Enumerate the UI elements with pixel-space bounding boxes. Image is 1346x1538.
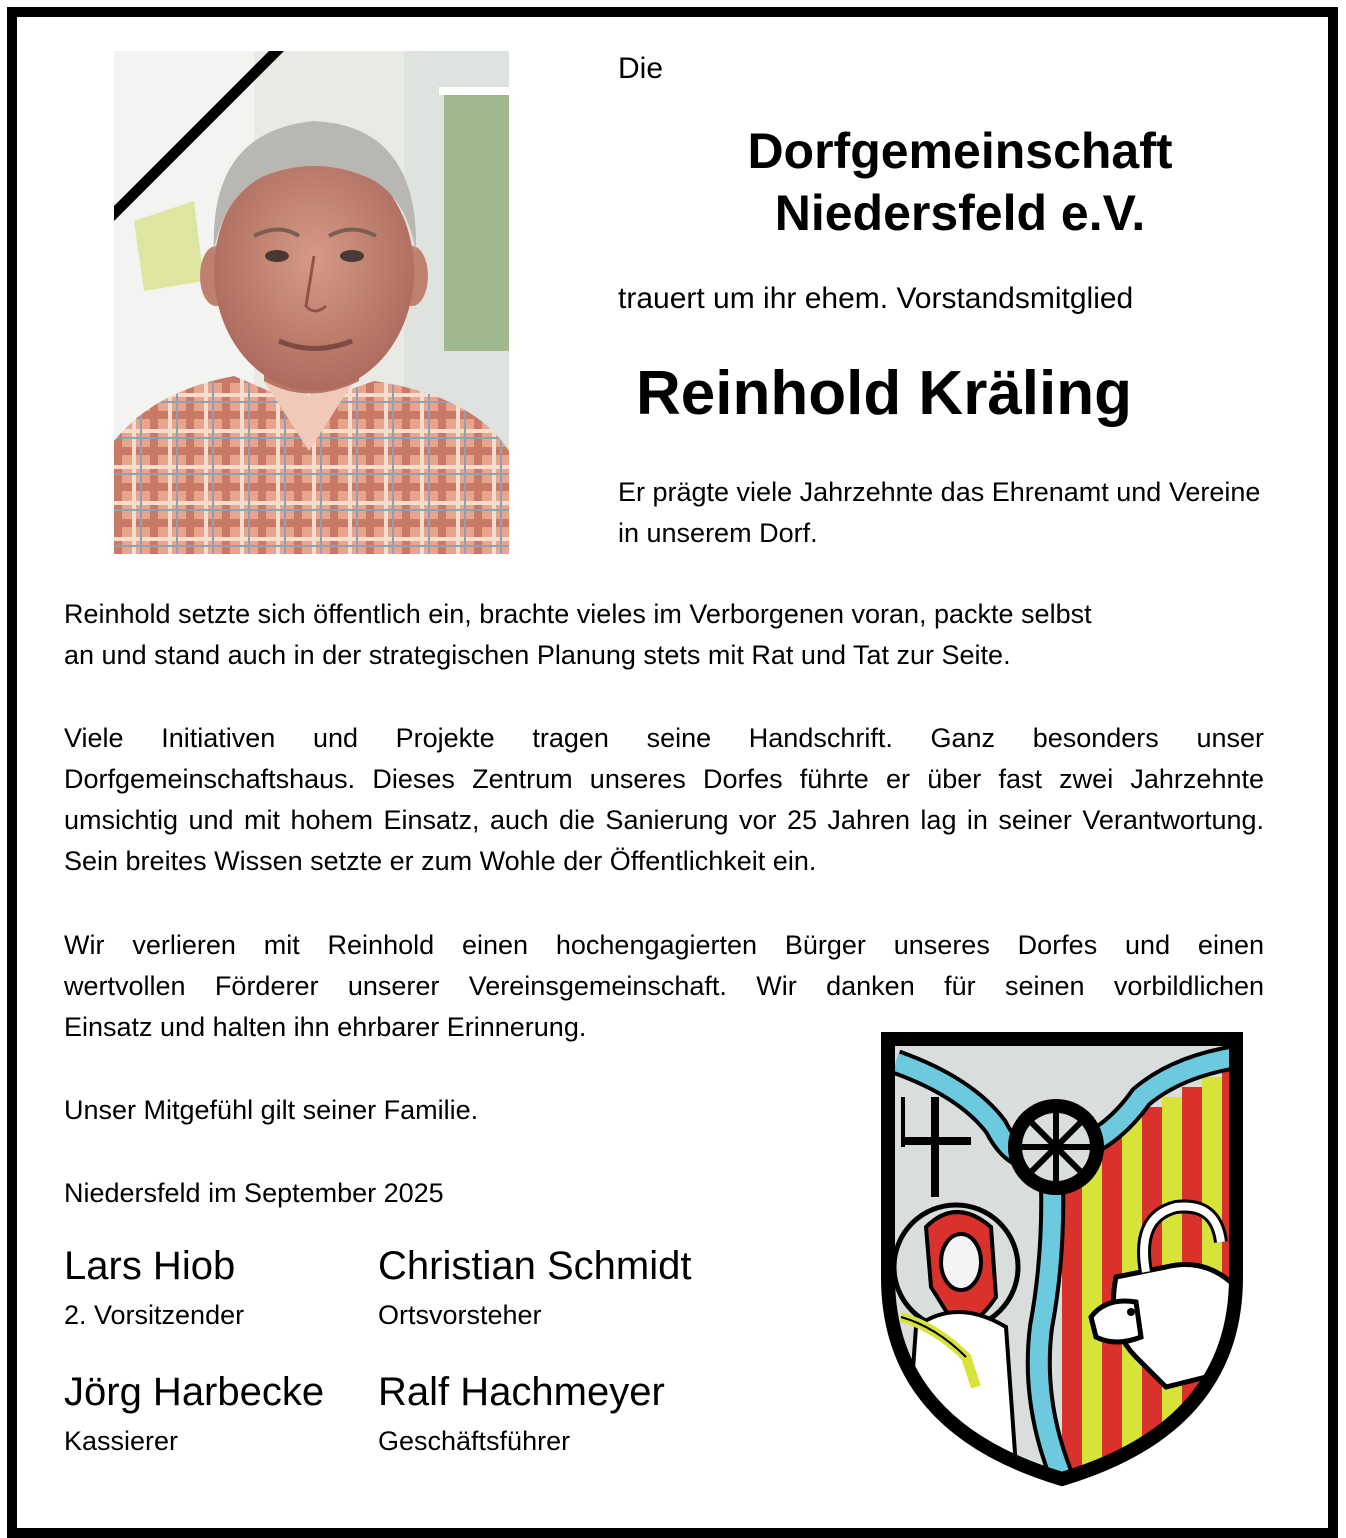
summary-text: Er prägte viele Jahrzehnte das Ehrenamt und Vereine in unserem Dorf.	[618, 477, 1261, 548]
paragraph-1-line-1: Reinhold setzte sich öffentlich ein, brachte vieles im Verborgenen voran, packte selbst	[64, 599, 1092, 629]
paragraph-2: Viele Initiativen und Projekte tragen seine Handschrift. Ganz besonders unser Dorfgemeinschaftshaus. Dieses Zentrum unseres Dorfes führte er über fast zwei Jahrzehnte umsichtig und mit hohem Einsatz, auch die Sanierung vor 25 Jahren lag in seiner Verantwortung. Sein breites Wissen setzte er zum Wohle der Öffentlichkeit ein.	[64, 723, 1264, 876]
paragraph-3-line-1: Wir verlieren mit Reinhold einen hochengagierten Bürger unseres Dorfes und einen	[64, 930, 1264, 960]
signature-name: Jörg Harbecke	[64, 1370, 325, 1414]
signature-role: Geschäftsführer	[378, 1426, 571, 1456]
intro-text: Die	[618, 52, 664, 85]
paragraph-3-line-2: wertvollen Förderer unserer Vereinsgemeinschaft. Wir danken für seinen vorbildlichen	[64, 971, 1264, 1001]
signature-name: Lars Hiob	[64, 1244, 236, 1288]
signature-role: 2. Vorsitzender	[64, 1300, 245, 1330]
signature-name: Ralf Hachmeyer	[378, 1370, 665, 1414]
paragraph-3-line-3: Einsatz und halten ihn ehrbarer Erinnerung.	[64, 1012, 587, 1042]
portrait-photo	[114, 51, 509, 554]
signature-role: Ortsvorsteher	[378, 1300, 542, 1330]
coat-of-arms	[876, 1027, 1248, 1487]
mourning-statement: trauert um ihr ehem. Vorstandsmitglied	[618, 282, 1134, 315]
paragraph-1-line-2: an und stand auch in der strategischen Planung stets mit Rat und Tat zur Seite.	[64, 640, 1011, 670]
paragraph-1	[64, 594, 1264, 676]
organization-name-line1: Dorfgemeinschaft	[747, 123, 1173, 179]
signature-role: Kassierer	[64, 1426, 179, 1456]
signature-name: Christian Schmidt	[378, 1244, 692, 1288]
place-date: Niedersfeld im September 2025	[64, 1178, 444, 1208]
deceased-name: Reinhold Kräling	[636, 359, 1132, 428]
condolence-text: Unser Mitgefühl gilt seiner Familie.	[64, 1095, 479, 1125]
organization-name	[700, 120, 1220, 244]
organization-name-line2: Niedersfeld e.V.	[774, 185, 1146, 241]
